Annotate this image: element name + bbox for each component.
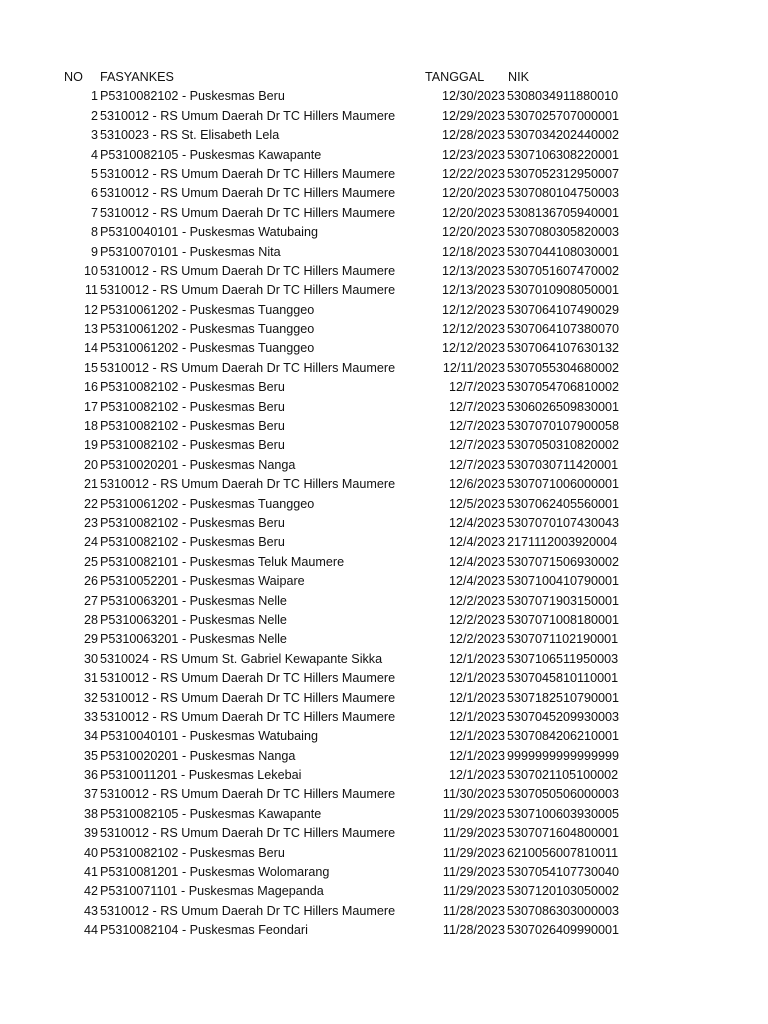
- table-row: [0, 863, 768, 882]
- fasyankes-cell: P5310082105 - Puskesmas Kawapante: [100, 806, 322, 821]
- table-row: [0, 592, 768, 611]
- row-number: 19: [83, 438, 98, 453]
- nik-cell: 5307050506000003: [507, 787, 620, 802]
- row-number: 23: [83, 515, 98, 530]
- table-row: [0, 436, 768, 455]
- row-number: 4: [90, 147, 98, 162]
- nik-cell: 5307064107630132: [507, 341, 620, 356]
- nik-cell: 5307086303000003: [507, 903, 620, 918]
- fasyankes-cell: 5310012 - RS Umum Daerah Dr TC Hillers Maumere: [100, 477, 396, 492]
- fasyankes-cell: P5310070101 - Puskesmas Nita: [100, 244, 281, 259]
- row-number: 22: [83, 496, 98, 511]
- fasyankes-cell: P5310082102 - Puskesmas Beru: [100, 845, 285, 860]
- nik-cell: 5307106308220001: [507, 147, 620, 162]
- fasyankes-cell: P5310020201 - Puskesmas Nanga: [100, 457, 296, 472]
- tanggal-cell: 11/29/2023: [442, 884, 505, 899]
- table-row: [0, 630, 768, 649]
- tanggal-cell: 11/28/2023: [442, 903, 505, 918]
- nik-cell: 5307182510790001: [507, 690, 620, 705]
- tanggal-cell: 11/29/2023: [442, 845, 505, 860]
- fasyankes-cell: P5310071101 - Puskesmas Magepanda: [100, 884, 324, 899]
- tanggal-cell: 12/1/2023: [448, 671, 505, 686]
- nik-cell: 5307071102190001: [507, 632, 619, 647]
- nik-cell: 5307080104750003: [507, 186, 620, 201]
- row-number: 7: [90, 205, 98, 220]
- tanggal-cell: 12/20/2023: [441, 186, 505, 201]
- row-number: 20: [83, 457, 98, 472]
- row-number: 37: [83, 787, 98, 802]
- fasyankes-cell: P5310061202 - Puskesmas Tuanggeo: [100, 322, 315, 337]
- nik-cell: 5307044108030001: [507, 244, 620, 259]
- fasyankes-cell: P5310052201 - Puskesmas Waipare: [100, 574, 305, 589]
- row-number: 24: [83, 535, 98, 550]
- nik-cell: 5307084206210001: [507, 729, 620, 744]
- row-number: 26: [83, 574, 98, 589]
- nik-cell: 5307045209930003: [507, 709, 620, 724]
- table-row: [0, 456, 768, 475]
- row-number: 11: [84, 283, 98, 298]
- fasyankes-cell: P5310082102 - Puskesmas Beru: [100, 515, 285, 530]
- nik-cell: 5308034911880010: [507, 89, 619, 104]
- row-number: 13: [83, 322, 98, 337]
- table-row: [0, 902, 768, 921]
- table-row: [0, 262, 768, 281]
- row-number: 28: [83, 612, 98, 627]
- table-row: [0, 611, 768, 630]
- header-tanggal: TANGGAL: [425, 70, 485, 84]
- tanggal-cell: 12/6/2023: [448, 477, 505, 492]
- row-number: 12: [83, 302, 98, 317]
- nik-cell: 5307106511950003: [507, 651, 619, 666]
- table-row: [0, 921, 768, 940]
- fasyankes-cell: P5310082102 - Puskesmas Beru: [100, 438, 285, 453]
- row-number: 2: [90, 108, 98, 123]
- table-row: [0, 107, 768, 126]
- nik-cell: 5307062405560001: [507, 496, 620, 511]
- tanggal-cell: 12/2/2023: [448, 612, 505, 627]
- header-nik: NIK: [508, 70, 529, 84]
- table-row: [0, 824, 768, 843]
- nik-cell: 5307080305820003: [507, 225, 620, 240]
- nik-cell: 5308136705940001: [507, 205, 620, 220]
- fasyankes-cell: P5310082102 - Puskesmas Beru: [100, 419, 285, 434]
- fasyankes-cell: 5310012 - RS Umum Daerah Dr TC Hillers Maumere: [100, 263, 396, 278]
- table-body: [0, 87, 768, 940]
- table-row: [0, 126, 768, 145]
- nik-cell: 5307071006000001: [507, 477, 620, 492]
- fasyankes-cell: 5310012 - RS Umum Daerah Dr TC Hillers Maumere: [100, 166, 396, 181]
- table-row: [0, 727, 768, 746]
- nik-cell: 5307071604800001: [507, 826, 620, 841]
- nik-cell: 5307100603930005: [507, 806, 620, 821]
- tanggal-cell: 12/2/2023: [448, 593, 505, 608]
- row-number: 8: [90, 225, 98, 240]
- tanggal-cell: 12/4/2023: [448, 574, 505, 589]
- table-row: [0, 669, 768, 688]
- row-number: 21: [83, 477, 98, 492]
- table-row: [0, 572, 768, 591]
- tanggal-cell: 12/28/2023: [441, 128, 505, 143]
- table-row: [0, 378, 768, 397]
- fasyankes-cell: P5310063201 - Puskesmas Nelle: [100, 632, 287, 647]
- fasyankes-cell: P5310081201 - Puskesmas Wolomarang: [100, 865, 330, 880]
- fasyankes-cell: 5310012 - RS Umum Daerah Dr TC Hillers Maumere: [100, 360, 396, 375]
- nik-cell: 5307071008180001: [507, 612, 620, 627]
- tanggal-cell: 12/7/2023: [448, 399, 505, 414]
- fasyankes-cell: 5310012 - RS Umum Daerah Dr TC Hillers Maumere: [100, 108, 396, 123]
- fasyankes-cell: P5310061202 - Puskesmas Tuanggeo: [100, 341, 315, 356]
- table-row: [0, 882, 768, 901]
- header-no: NO: [64, 70, 83, 84]
- table-row: [0, 785, 768, 804]
- fasyankes-cell: 5310012 - RS Umum Daerah Dr TC Hillers Maumere: [100, 709, 396, 724]
- tanggal-cell: 12/22/2023: [441, 166, 505, 181]
- fasyankes-cell: P5310061202 - Puskesmas Tuanggeo: [100, 496, 315, 511]
- fasyankes-cell: P5310061202 - Puskesmas Tuanggeo: [100, 302, 315, 317]
- tanggal-cell: 12/1/2023: [448, 709, 505, 724]
- fasyankes-cell: P5310082102 - Puskesmas Beru: [100, 89, 285, 104]
- table-row: [0, 805, 768, 824]
- table-row: [0, 301, 768, 320]
- tanggal-cell: 11/30/2023: [442, 787, 505, 802]
- table-row: [0, 514, 768, 533]
- fasyankes-cell: P5310011201 - Puskesmas Lekebai: [100, 768, 302, 783]
- row-number: 10: [83, 263, 98, 278]
- row-number: 1: [90, 89, 98, 104]
- fasyankes-cell: 5310012 - RS Umum Daerah Dr TC Hillers Maumere: [100, 283, 396, 298]
- row-number: 39: [83, 826, 98, 841]
- fasyankes-cell: 5310012 - RS Umum Daerah Dr TC Hillers Maumere: [100, 186, 396, 201]
- row-number: 18: [83, 419, 98, 434]
- tanggal-cell: 11/29/2023: [442, 865, 505, 880]
- row-number: 43: [83, 903, 98, 918]
- table-row: [0, 398, 768, 417]
- row-number: 15: [83, 360, 98, 375]
- tanggal-cell: 12/4/2023: [448, 554, 505, 569]
- row-number: 29: [83, 632, 98, 647]
- tanggal-cell: 12/7/2023: [448, 380, 505, 395]
- nik-cell: 5307071506930002: [507, 554, 620, 569]
- fasyankes-cell: P5310082102 - Puskesmas Beru: [100, 380, 285, 395]
- table-row: [0, 165, 768, 184]
- nik-cell: 5307071903150001: [507, 593, 620, 608]
- nik-cell: 5307010908050001: [507, 283, 620, 298]
- tanggal-cell: 12/11/2023: [442, 360, 505, 375]
- header-row: [0, 68, 768, 87]
- nik-cell: 5307055304680002: [507, 360, 620, 375]
- nik-cell: 5307052312950007: [507, 166, 620, 181]
- tanggal-cell: 12/7/2023: [448, 419, 505, 434]
- nik-cell: 5307070107900058: [507, 419, 620, 434]
- nik-cell: 6210056007810011: [507, 845, 619, 860]
- nik-cell: 5307050310820002: [507, 438, 620, 453]
- nik-cell: 2171112003920004: [507, 535, 618, 550]
- tanggal-cell: 12/20/2023: [441, 205, 505, 220]
- tanggal-cell: 12/29/2023: [441, 108, 505, 123]
- tanggal-cell: 11/29/2023: [442, 806, 505, 821]
- tanggal-cell: 12/1/2023: [448, 748, 505, 763]
- row-number: 42: [83, 884, 98, 899]
- nik-cell: 5307034202440002: [507, 128, 620, 143]
- fasyankes-cell: 5310012 - RS Umum Daerah Dr TC Hillers Maumere: [100, 787, 396, 802]
- fasyankes-cell: 5310012 - RS Umum Daerah Dr TC Hillers Maumere: [100, 671, 396, 686]
- fasyankes-cell: P5310082102 - Puskesmas Beru: [100, 399, 285, 414]
- table-row: [0, 146, 768, 165]
- table-row: [0, 475, 768, 494]
- fasyankes-cell: P5310082104 - Puskesmas Feondari: [100, 923, 308, 938]
- nik-cell: 5307064107490029: [507, 302, 620, 317]
- table-row: [0, 281, 768, 300]
- table-row: [0, 243, 768, 262]
- tanggal-cell: 12/18/2023: [441, 244, 505, 259]
- fasyankes-cell: P5310082105 - Puskesmas Kawapante: [100, 147, 322, 162]
- fasyankes-cell: 5310023 - RS St. Elisabeth Lela: [100, 128, 280, 143]
- tanggal-cell: 12/1/2023: [448, 690, 505, 705]
- fasyankes-cell: 5310012 - RS Umum Daerah Dr TC Hillers Maumere: [100, 205, 396, 220]
- table-row: [0, 650, 768, 669]
- row-number: 33: [83, 709, 98, 724]
- table-row: [0, 495, 768, 514]
- tanggal-cell: 12/7/2023: [448, 438, 505, 453]
- table-row: [0, 708, 768, 727]
- tanggal-cell: 12/4/2023: [448, 515, 505, 530]
- row-number: 34: [83, 729, 98, 744]
- fasyankes-cell: P5310063201 - Puskesmas Nelle: [100, 612, 287, 627]
- tanggal-cell: 12/12/2023: [441, 302, 505, 317]
- nik-cell: 5307120103050002: [507, 884, 620, 899]
- row-number: 38: [83, 806, 98, 821]
- row-number: 31: [83, 671, 98, 686]
- tanggal-cell: 12/4/2023: [448, 535, 505, 550]
- tanggal-cell: 12/1/2023: [448, 768, 505, 783]
- tanggal-cell: 11/29/2023: [442, 826, 505, 841]
- fasyankes-cell: P5310020201 - Puskesmas Nanga: [100, 748, 296, 763]
- row-number: 16: [83, 380, 98, 395]
- tanggal-cell: 12/13/2023: [441, 263, 505, 278]
- row-number: 32: [83, 690, 98, 705]
- table-row: [0, 553, 768, 572]
- row-number: 44: [83, 923, 98, 938]
- row-number: 35: [83, 748, 98, 763]
- table-row: [0, 689, 768, 708]
- fasyankes-cell: P5310040101 - Puskesmas Watubaing: [100, 225, 318, 240]
- nik-cell: 5307070107430043: [507, 515, 620, 530]
- row-number: 27: [83, 593, 98, 608]
- table-row: [0, 339, 768, 358]
- tanggal-cell: 12/7/2023: [448, 457, 505, 472]
- fasyankes-cell: P5310082101 - Puskesmas Teluk Maumere: [100, 554, 345, 569]
- nik-cell: 5307021105100002: [507, 768, 619, 783]
- table-row: [0, 320, 768, 339]
- table-row: [0, 766, 768, 785]
- nik-cell: 5307026409990001: [507, 923, 620, 938]
- nik-cell: 5307030711420001: [507, 457, 619, 472]
- row-number: 30: [83, 651, 98, 666]
- table-row: [0, 204, 768, 223]
- nik-cell: 5307025707000001: [507, 108, 620, 123]
- tanggal-cell: 12/20/2023: [441, 225, 505, 240]
- nik-cell: 5307100410790001: [507, 574, 620, 589]
- table-row: [0, 747, 768, 766]
- row-number: 6: [90, 186, 98, 201]
- table-row: [0, 184, 768, 203]
- tanggal-cell: 11/28/2023: [442, 923, 505, 938]
- tanggal-cell: 12/23/2023: [441, 147, 505, 162]
- nik-cell: 5307054107730040: [507, 865, 620, 880]
- table-row: [0, 87, 768, 106]
- table-row: [0, 359, 768, 378]
- fasyankes-cell: P5310063201 - Puskesmas Nelle: [100, 593, 287, 608]
- row-number: 36: [83, 768, 98, 783]
- fasyankes-cell: 5310012 - RS Umum Daerah Dr TC Hillers Maumere: [100, 690, 396, 705]
- header-fasyankes: FASYANKES: [100, 70, 174, 84]
- fasyankes-cell: 5310012 - RS Umum Daerah Dr TC Hillers Maumere: [100, 903, 396, 918]
- row-number: 41: [83, 865, 98, 880]
- tanggal-cell: 12/12/2023: [441, 322, 505, 337]
- tanggal-cell: 12/12/2023: [441, 341, 505, 356]
- row-number: 9: [90, 244, 98, 259]
- row-number: 40: [83, 845, 98, 860]
- table-row: [0, 533, 768, 552]
- fasyankes-cell: P5310082102 - Puskesmas Beru: [100, 535, 285, 550]
- row-number: 3: [90, 128, 98, 143]
- table-row: [0, 223, 768, 242]
- tanggal-cell: 12/13/2023: [441, 283, 505, 298]
- nik-cell: 5306026509830001: [507, 399, 620, 414]
- table-row: [0, 844, 768, 863]
- table-row: [0, 417, 768, 436]
- nik-cell: 5307045810110001: [507, 671, 619, 686]
- fasyankes-cell: 5310024 - RS Umum St. Gabriel Kewapante Sikka: [100, 651, 383, 666]
- tanggal-cell: 12/1/2023: [448, 729, 505, 744]
- nik-cell: 9999999999999999: [507, 748, 620, 763]
- nik-cell: 5307064107380070: [507, 322, 620, 337]
- nik-cell: 5307054706810002: [507, 380, 620, 395]
- row-number: 5: [90, 166, 98, 181]
- tanggal-cell: 12/1/2023: [448, 651, 505, 666]
- row-number: 14: [83, 341, 98, 356]
- row-number: 25: [83, 554, 98, 569]
- tanggal-cell: 12/2/2023: [448, 632, 505, 647]
- tanggal-cell: 12/30/2023: [441, 89, 505, 104]
- nik-cell: 5307051607470002: [507, 263, 620, 278]
- tanggal-cell: 12/5/2023: [448, 496, 505, 511]
- row-number: 17: [83, 399, 98, 414]
- fasyankes-cell: P5310040101 - Puskesmas Watubaing: [100, 729, 318, 744]
- data-table: [0, 68, 768, 941]
- fasyankes-cell: 5310012 - RS Umum Daerah Dr TC Hillers Maumere: [100, 826, 396, 841]
